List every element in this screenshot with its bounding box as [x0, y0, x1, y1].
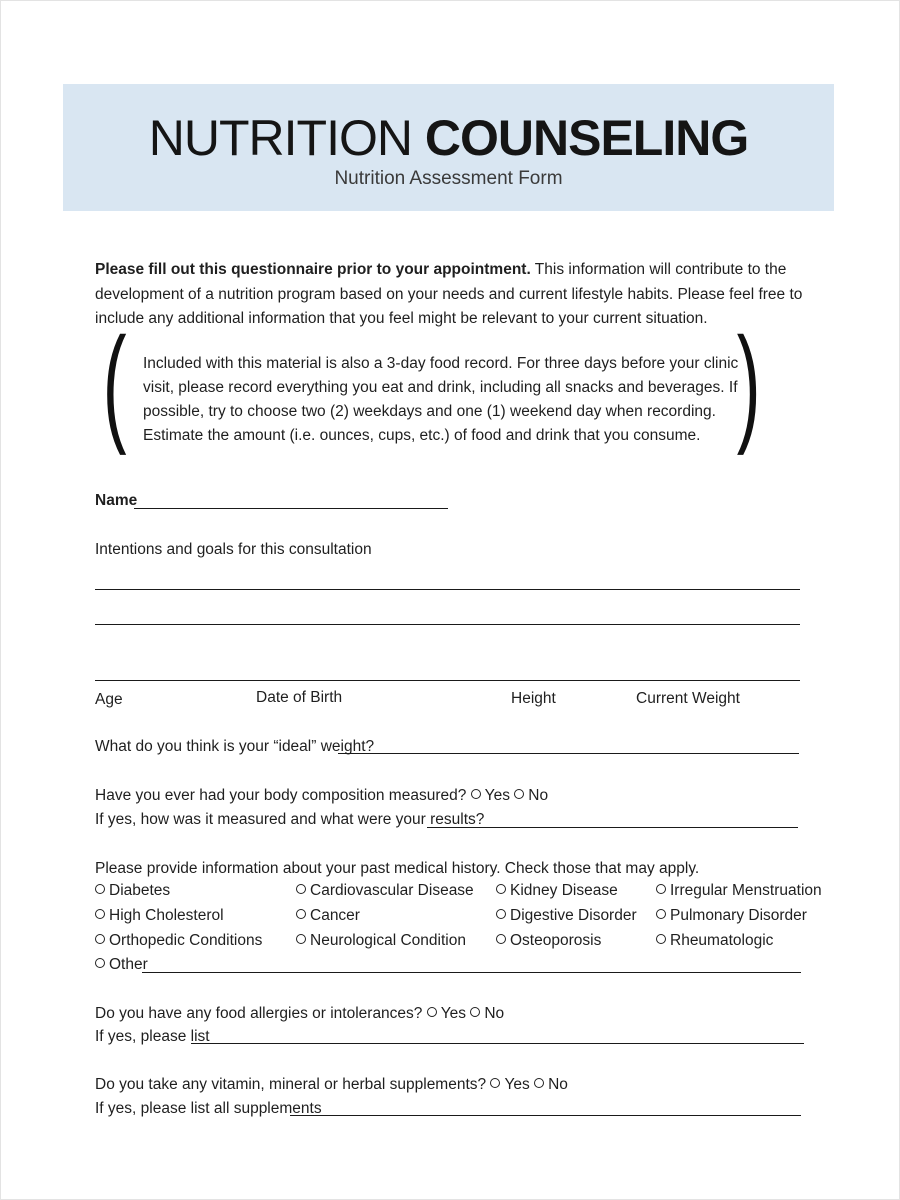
- radio-circle-icon: [656, 884, 666, 894]
- ideal-weight-label: What do you think is your “ideal” weight?: [95, 738, 375, 755]
- condition-label: Osteoporosis: [510, 932, 602, 949]
- name-label: Name: [95, 492, 138, 509]
- checkbox-pulmonary[interactable]: [656, 906, 807, 926]
- supplements-yes[interactable]: [490, 1076, 529, 1093]
- body-comp-no[interactable]: [514, 787, 548, 804]
- body-comp-label: Have you ever had your body composition measured?: [95, 787, 467, 804]
- radio-circle-icon: [296, 909, 306, 919]
- supplements-label: Do you take any vitamin, mineral or herbal supplements?: [95, 1076, 487, 1093]
- intentions-label: Intentions and goals for this consultation: [95, 541, 372, 558]
- radio-circle-icon: [496, 909, 506, 919]
- height-label: Height: [511, 690, 556, 707]
- body-comp-question: [95, 784, 548, 809]
- checkbox-rheumatologic[interactable]: [656, 931, 773, 951]
- allergies-question: [95, 1002, 504, 1027]
- condition-label: Irregular Menstruation: [670, 882, 822, 899]
- page-subtitle: Nutrition Assessment Form: [334, 168, 563, 189]
- radio-circle-icon: [95, 909, 105, 919]
- condition-label: Kidney Disease: [510, 882, 618, 899]
- radio-circle-icon: [496, 884, 506, 894]
- title-bold: COUNSELING: [424, 110, 749, 166]
- supplements-no-label: No: [548, 1076, 568, 1093]
- condition-label: Pulmonary Disorder: [670, 907, 807, 924]
- radio-circle-icon: [496, 934, 506, 944]
- checkbox-cardiovascular[interactable]: [296, 881, 474, 901]
- allergies-no[interactable]: [470, 1005, 504, 1022]
- supplements-question: [95, 1073, 568, 1098]
- supplements-list-field[interactable]: [290, 1115, 801, 1116]
- condition-label: Other: [109, 956, 148, 973]
- left-bracket: (: [102, 310, 127, 456]
- page-title: [63, 110, 834, 166]
- body-comp-yes-label: Yes: [484, 787, 510, 804]
- radio-circle-icon: [534, 1078, 544, 1088]
- body-comp-yes[interactable]: [471, 787, 510, 804]
- condition-label: Cancer: [310, 907, 360, 924]
- header-banner: [63, 84, 834, 211]
- radio-circle-icon: [95, 884, 105, 894]
- checkbox-menstruation[interactable]: [656, 881, 822, 901]
- condition-label: Neurological Condition: [310, 932, 466, 949]
- condition-label: Rheumatologic: [670, 932, 774, 949]
- radio-circle-icon: [470, 1007, 480, 1017]
- radio-circle-icon: [95, 934, 105, 944]
- radio-circle-icon: [471, 789, 481, 799]
- title-light: NUTRITION: [148, 110, 412, 166]
- checkbox-osteoporosis[interactable]: [496, 931, 601, 951]
- ideal-weight-field[interactable]: [338, 753, 799, 754]
- intentions-line-2[interactable]: [95, 624, 800, 625]
- radio-circle-icon: [514, 789, 524, 799]
- condition-label: Digestive Disorder: [510, 907, 637, 924]
- condition-label: Cardiovascular Disease: [310, 882, 474, 899]
- checkbox-neurological[interactable]: [296, 931, 466, 951]
- dob-label: Date of Birth: [256, 689, 343, 706]
- condition-label: High Cholesterol: [109, 907, 224, 924]
- checkbox-cholesterol[interactable]: [95, 906, 224, 926]
- allergies-label: Do you have any food allergies or intolerances?: [95, 1005, 423, 1022]
- condition-label: Diabetes: [109, 882, 171, 899]
- body-comp-no-label: No: [528, 787, 549, 804]
- intro-paragraph: [95, 258, 815, 332]
- radio-circle-icon: [296, 884, 306, 894]
- intentions-line-1[interactable]: [95, 589, 800, 590]
- radio-circle-icon: [95, 958, 105, 968]
- food-record-note: Included with this material is also a 3-day food record. For three days before your clinic visit, please record everything you eat and drink, including all snacks and beverages. If possible, try to choose two (2) weekdays and one (1) weekend day when recording. Estimate the amount (i.e. ounces, cups, etc.) of food and drink that you consume.: [143, 355, 739, 444]
- body-comp-followup-label: If yes, how was it measured and what were your results?: [95, 811, 485, 828]
- checkbox-diabetes[interactable]: [95, 881, 170, 901]
- radio-circle-icon: [656, 934, 666, 944]
- checkbox-orthopedic[interactable]: [95, 931, 262, 951]
- checkbox-digestive[interactable]: [496, 906, 637, 926]
- right-bracket: ): [736, 310, 761, 456]
- other-condition-field[interactable]: [142, 972, 801, 973]
- allergies-no-label: No: [484, 1005, 505, 1022]
- intro-bold: Please fill out this questionnaire prior to your appointment.: [95, 261, 531, 278]
- radio-circle-icon: [490, 1078, 500, 1088]
- supplements-followup-label: If yes, please list all supplements: [95, 1100, 322, 1117]
- medical-history-label: Please provide information about your past medical history. Check those that may apply.: [95, 860, 700, 877]
- age-label: Age: [95, 691, 123, 708]
- intentions-line-3[interactable]: [95, 680, 800, 681]
- condition-label: Orthopedic Conditions: [109, 932, 263, 949]
- supplements-no[interactable]: [534, 1076, 568, 1093]
- allergies-yes-label: Yes: [440, 1005, 467, 1022]
- checkbox-kidney[interactable]: [496, 881, 618, 901]
- allergies-followup-label: If yes, please list: [95, 1028, 210, 1045]
- checkbox-other[interactable]: [95, 955, 148, 975]
- radio-circle-icon: [427, 1007, 437, 1017]
- body-comp-results-field[interactable]: [427, 827, 798, 828]
- name-field[interactable]: [134, 508, 448, 509]
- checkbox-cancer[interactable]: [296, 906, 360, 926]
- intro-rest: This information will contribute to the development of a nutrition program based on your needs and current lifestyle habits. Please feel free to include any additional information that you feel might be relevant to your current situation.: [95, 261, 803, 327]
- radio-circle-icon: [296, 934, 306, 944]
- allergies-list-field[interactable]: [191, 1043, 804, 1044]
- current-weight-label: Current Weight: [636, 690, 740, 707]
- supplements-yes-label: Yes: [504, 1076, 530, 1093]
- allergies-yes[interactable]: [427, 1005, 466, 1022]
- radio-circle-icon: [656, 909, 666, 919]
